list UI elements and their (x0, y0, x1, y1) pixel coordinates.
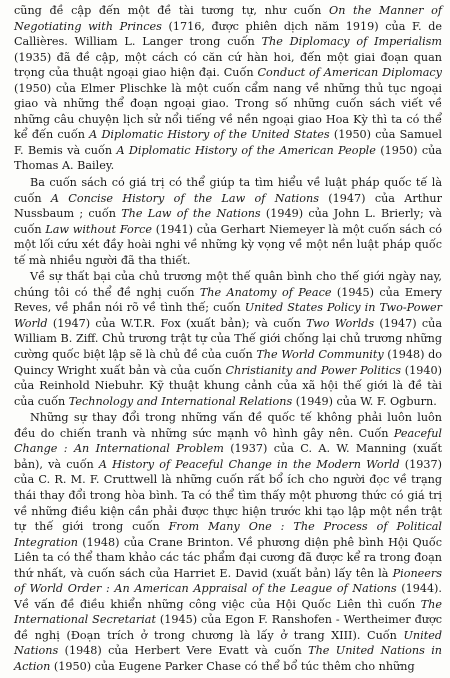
book-title: On the Manner of Negotiating with Princes (14, 4, 443, 33)
book-title: A History of Peaceful Change in the Modern World (98, 457, 400, 471)
book-title: A Concise History of the Law of Nations (50, 191, 319, 205)
book-title: The Diplomacy of Imperialism (261, 35, 442, 49)
paragraph-text: (1948) của Crane Brinton. Về phương diện phê bình Hội Quốc Liên ta có thể tham khảo các tác phẩm đại cương đã được kể ra trong đoạn thứ nhất, và cuốn sách của Harriet E. David (xuất bản) lấy tên là (14, 535, 442, 580)
paragraph-text: (1935) đã đề cập, một cách có căn cứ hàn hoi, đến một giai đoạn quan trọng của thuật ngoại giao hiện đại. Cuốn (14, 50, 442, 80)
book-title: The International Secretariat (14, 597, 442, 627)
paragraph-text: (1950) của Elmer Plischke là một cuốn cẩm nang về những thủ tục ngoại giao và những thể đoạn ngoại giao. Trong số những cuốn sách viết về những câu chuyện lịch sử nổi tiếng về nền ngoại giao Hoa Kỳ thì ta có thể kể đến cuốn (14, 81, 442, 142)
book-title: Law without Force (45, 222, 152, 236)
book-title: Peaceful Change : An International Problem (14, 426, 442, 456)
body-paragraph (14, 3, 442, 174)
paragraph-text: (1945) của Emery Reves, về phần nói rõ về tình thế; cuốn (14, 285, 443, 315)
paragraph-text: (1950) của Eugene Parker Chase có thể bổ túc thêm cho những (50, 659, 415, 673)
book-title: United States Policy in Two-Power World (14, 301, 442, 330)
body-paragraph (14, 410, 442, 674)
paragraph-text: Ba cuốn sách có giá trị có thể giúp ta tìm hiểu về luật pháp quốc tế là cuốn (14, 176, 442, 205)
book-title: The Anatomy of Peace (199, 285, 332, 299)
paragraph-text: (1949) của John L. Brierly; và cuốn (14, 207, 442, 236)
paragraph-text: (1947) của W.T.R. Fox (xuất bản); và cuốn (47, 316, 307, 330)
book-title: Christianity and Power Politics (225, 363, 402, 377)
book-title: The United Nations in Action (14, 644, 442, 673)
paragraph-text: (1937) của C. A. W. Manning (xuất bản), và cuốn (14, 442, 442, 471)
paragraph-text: (1948) do Quincy Wright xuất bản và của cuốn (14, 348, 443, 377)
paragraph-text: (1950) của Samuel F. Bemis và cuốn (14, 128, 442, 157)
paragraph-text: (1944). Về vấn đề điều khiển những công việc của Hội Quốc Liên thì cuốn (14, 582, 442, 611)
book-title: Two Worlds (306, 316, 375, 330)
paragraph-text: (1940) của Reinhold Niebuhr. Kỹ thuật khung cảnh của xã hội thế giới là đề tài của cuốn (14, 363, 442, 408)
paragraph-text: (1949) của W. F. Ogburn. (292, 394, 437, 408)
book-title: The Law of the Nations (121, 207, 261, 221)
body-paragraph (14, 175, 442, 268)
paragraph-text: (1945) của Egon F. Ranshofen - Wertheimer được đề nghị (Đoạn trích ở trong chương là lấy ở trang XIII). Cuốn (14, 613, 442, 642)
book-title: Pioneers of World Order : An American Appraisal of the League of Nations (14, 566, 442, 596)
book-title: United Nations (14, 628, 442, 658)
paragraph-text: (1948) của Herbert Vere Evatt và cuốn (58, 644, 309, 658)
paragraph-text: Những sự thay đổi trong những vấn đề quốc tế không phải luôn luôn đều do chiến tranh và những sức mạnh vô hình gây nên. Cuốn (14, 411, 442, 440)
paragraph-text: (1947) của William B. Ziff. Chủ trương trật tự của Thế giới chống lại chủ trương những cường quốc biệt lập sẽ là chủ đề của cuốn (14, 316, 443, 362)
paragraph-text: cũng đề cập đến một đề tài tương tự, như cuốn (14, 4, 330, 17)
paragraph-text: (1950) của Thomas A. Bailey. (14, 143, 442, 173)
book-title: The World Community (256, 348, 384, 362)
book-title: A Diplomatic History of the United States (89, 128, 330, 142)
paragraph-text: (1937) của C. R. M. F. Cruttwell là những cuốn rất bổ ích cho người đọc về trạng thái thay đổi trong hòa bình. Ta có thể tìm thấy một phương thức có giá trị về những điều kiện cần phải được thực hiện trước khi tạo lập một nền trật tự thế giới trong cuốn (14, 457, 443, 534)
book-title: Technology and International Relations (68, 394, 293, 408)
paragraph-text: (1941) của Gerhart Niemeyer là một cuốn sách có một lối cứu xét đầy hoài nghi về những kỳ vọng về một nền luật pháp quốc tế mà nhiều người đã tha thiết. (14, 222, 442, 267)
body-paragraph (14, 269, 442, 409)
book-title: Conduct of American Diplomacy (257, 66, 442, 80)
paragraph-text: (1716, được phiên dịch năm 1919) của F. de Callières. William L. Langer trong cuốn (14, 19, 442, 49)
book-title: A Diplomatic History of the American People (116, 143, 376, 157)
paragraph-text: Về sự thất bại của chủ trương một thế quân bình cho thế giới ngày nay, chúng tôi có thể đề nghị cuốn (14, 270, 442, 299)
paragraph-text: (1947) của Arthur Nussbaum ; cuốn (14, 191, 442, 221)
book-title: From Many One : The Process of Political Integration (14, 520, 442, 549)
